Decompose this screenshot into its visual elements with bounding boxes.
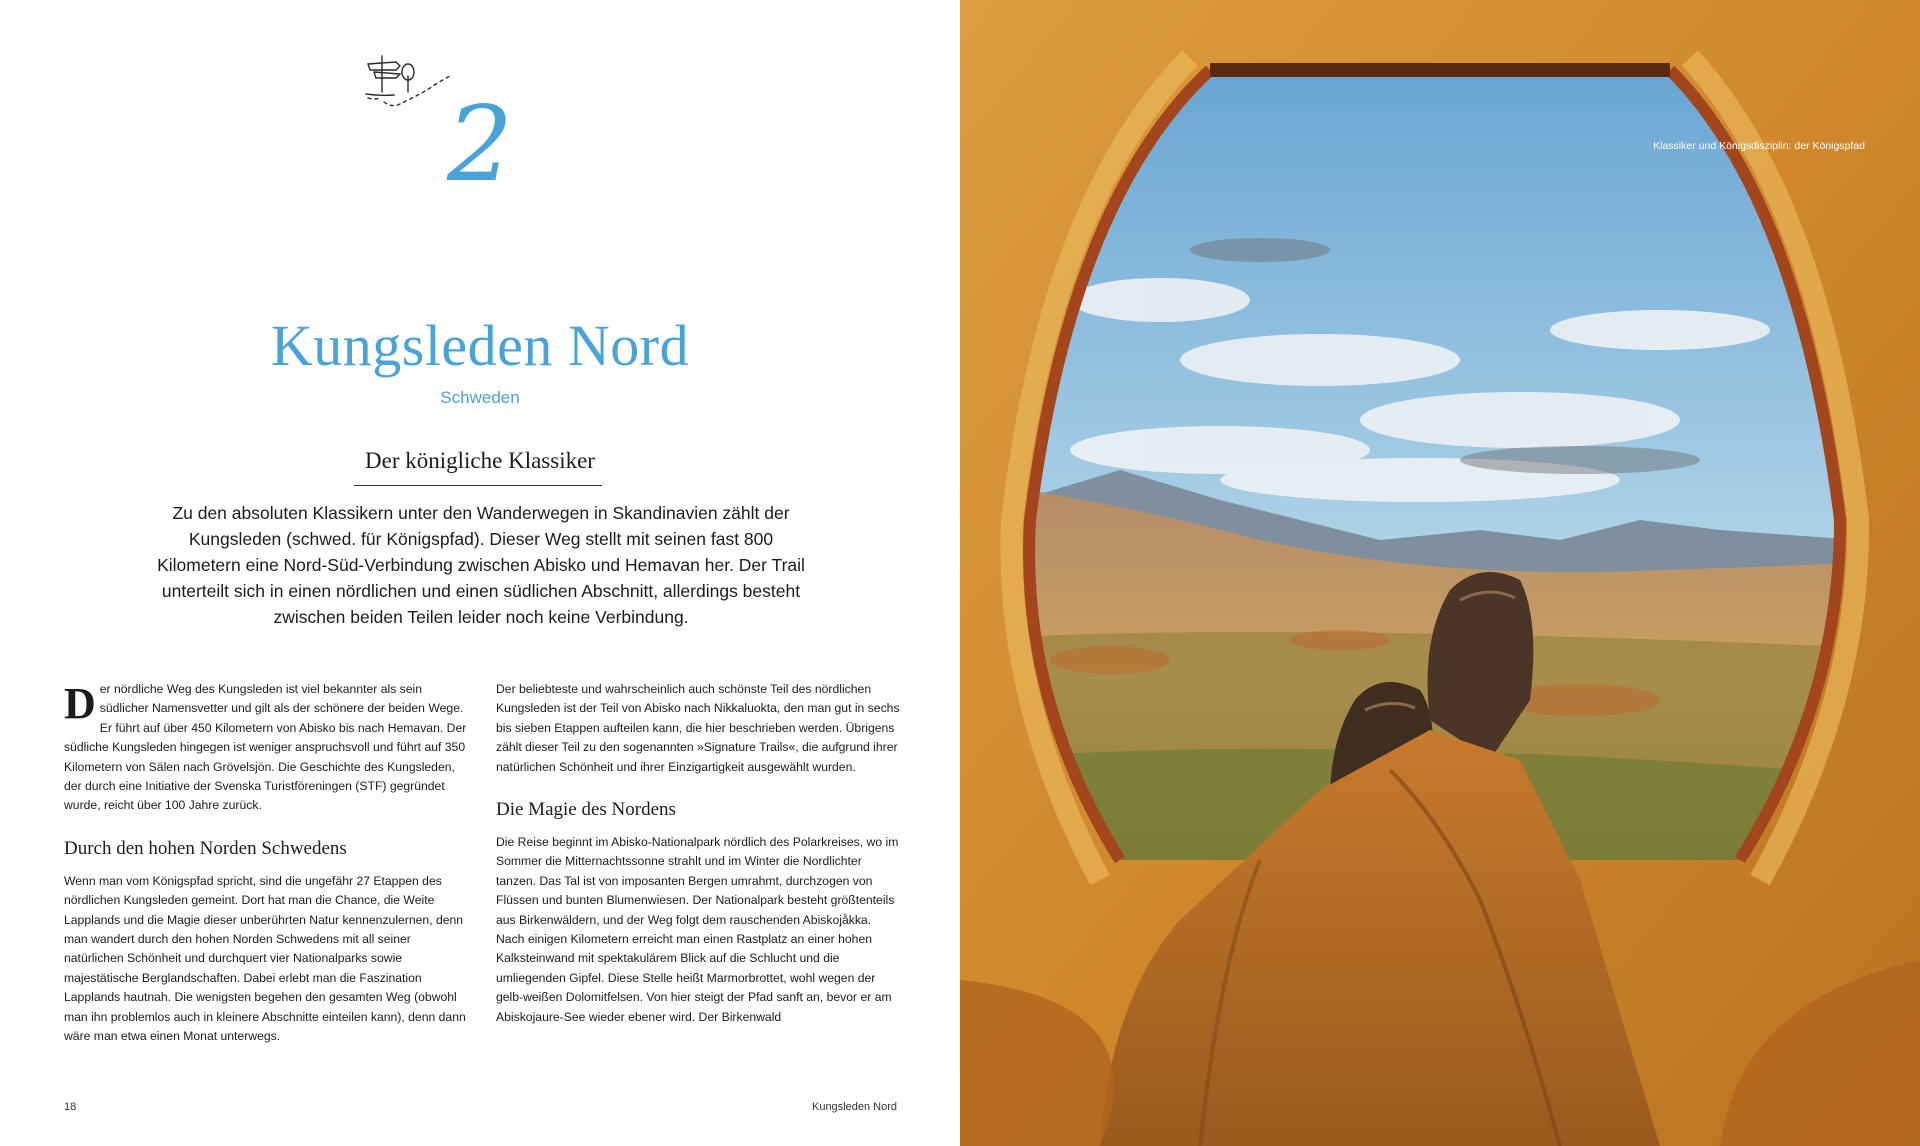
right-page-photo bbox=[960, 0, 1920, 1146]
tent-view-photo bbox=[960, 0, 1920, 1146]
chapter-title: Kungsleden Nord bbox=[270, 313, 690, 378]
section-heading: Die Magie des Nordens bbox=[496, 799, 676, 821]
intro-heading: Der königliche Klassiker bbox=[365, 448, 595, 473]
section-heading: Durch den hohen Norden Schwedens bbox=[64, 837, 347, 859]
text-column-left bbox=[64, 680, 468, 1047]
drop-cap: D bbox=[64, 679, 96, 728]
intro-text: Zu den absoluten Klassikern unter den Wanderwegen in Skandinavien zählt der Kungsleden (schwed. für Königspfad). Dieser Weg stellt mit seinen fast 800 Kilometern eine Nord-Süd-Verbindung zwischen Abisko und Hemavan her. Der Trail unterteilt sich in einen nördlichen und einen südlichen Abschnitt, allerdings besteht zwischen beiden Teilen leider noch keine Verbindung. bbox=[157, 503, 805, 627]
intro-divider bbox=[354, 485, 602, 486]
body-paragraph: Wenn man vom Königspfad spricht, sind die ungefähr 27 Etappen des nördlichen Kungsleden gemeint. Dort hat man die Chance, die Weite Lapplands und die Magie dieser unberührten Natur kennenzulernen, denn man wandert durch den hohen Norden Schwedens mit all seiner natürlichen Schönheit und durchquert vier Nationalparks sowie majestätische Berglandschaften. Dabei erlebt man die Faszination Lapplands hautnah. Die wenigsten begehen den gesamten Weg (obwohl man ihn problemlos auch in kleinere Abschnitte einteilen kann), denn dann wäre man etwa einen Monat unterwegs. bbox=[64, 873, 466, 1044]
text-column-right bbox=[496, 680, 900, 1027]
photo-caption: Klassiker und Königsdisziplin: der Königspfad bbox=[1653, 140, 1865, 152]
running-title: Kungsleden Nord bbox=[811, 1101, 897, 1113]
body-paragraph bbox=[64, 680, 468, 816]
paragraph-text: er nördliche Weg des Kungsleden ist viel bekannter als sein südlicher Namensvetter und gilt als der schönere der beiden Wege. Er führt auf über 450 Kilometern von Abisko bis nach Hemavan. Der südliche Kungsleden hingegen ist weniger anspruchsvoll und führt auf 350 Kilometern von Sälen nach Grövelsjön. Die Geschichte des Kungsleden, der durch eine Initiative der Svenska Turistföreningen (STF) gegründet wurde, reicht über 100 Jahre zurück. bbox=[64, 682, 467, 813]
chapter-subtitle: Schweden bbox=[440, 388, 520, 407]
body-paragraph: Der beliebteste und wahrscheinlich auch schönste Teil des nördlichen Kungsleden ist der Teil von Abisko nach Nikkaluokta, den man gut in sechs bis sieben Etappen aufteilen kann, die hier beschrieben werden. Übrigens zählt dieser Teil zu den sogenannten »Signature Trails«, die aufgrund ihrer natürlichen Schönheit und ihrer Einzigartigkeit ausgewählt wurden. bbox=[496, 682, 900, 774]
page-number: 18 bbox=[64, 1101, 77, 1113]
chapter-number: 2 bbox=[446, 83, 514, 205]
body-paragraph: Die Reise beginnt im Abisko-Nationalpark nördlich des Polarkreises, wo im Sommer die Mitternachtssonne strahlt und im Winter die Nordlichter tanzen. Das Tal ist von imposanten Bergen umrahmt, durchzogen von Flüssen und bunten Blumenwiesen. Der Nationalpark besteht größtenteils aus Birkenwäldern, und der Weg folgt dem rauschenden Abiskojåkka. Nach einigen Kilometern erreicht man einen Rastplatz an einer hohen Kalksteinwand mit spektakulärem Blick auf die Schlucht und die umliegenden Gipfel. Diese Stelle heißt Marmorbrottet, wohl wegen der gelb-weißen Dolomitfelsen. Von hier steigt der Pfad sanft an, bevor er am Abiskojaure-See wieder ebener wird. Der Birkenwald bbox=[496, 835, 899, 1024]
